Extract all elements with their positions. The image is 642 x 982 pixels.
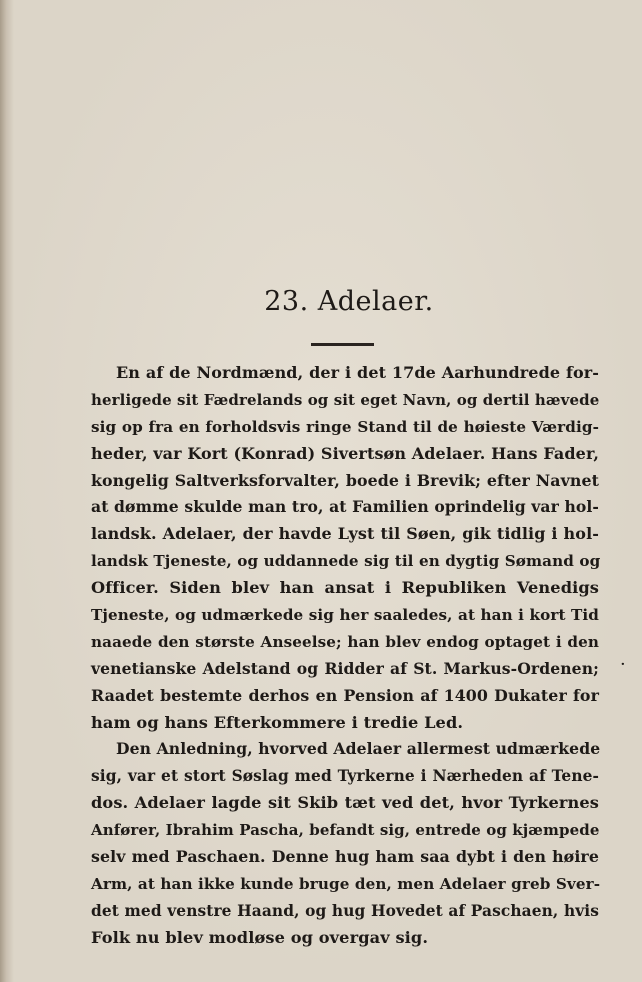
text-line: at dømme skulde man tro, at Familien oprindelig var hol- — [91, 497, 599, 517]
text-line: sig, var et stort Søslag med Tyrkerne i Nærheden af Tene- — [91, 767, 599, 786]
text-line: det med venstre Haand, og hug Hovedet af Paschaen, hvis — [91, 901, 599, 920]
text-line: landsk Tjeneste, og uddannede sig til en dygtig Sømand og — [91, 552, 601, 571]
chapter-title: 23. Adelaer. — [264, 286, 434, 317]
text-line: ham og hans Efterkommere i tredie Led. — [91, 712, 464, 732]
text-line: heder, var Kort (Konrad) Sivertsøn Adelaer. Hans Fader, — [91, 443, 599, 463]
text-line: Raadet bestemte derhos en Pension af 1400 Dukater for — [91, 685, 599, 705]
text-line: Arm, at han ikke kunde bruge den, men Adelaer greb Sver- — [91, 874, 601, 893]
text-line: kongelig Saltverksforvalter, boede i Brevik; efter Navnet — [91, 470, 599, 490]
stray-ink-mark: · — [620, 654, 626, 675]
body-text — [91, 360, 599, 952]
text-line: selv med Paschaen. Denne hug ham saa dybt i den høire — [91, 847, 599, 867]
text-line: herligede sit Fædrelands og sit eget Navn, og dertil hævede — [91, 390, 600, 409]
text-line: sig op fra en forholdsvis ringe Stand til de høieste Værdig- — [91, 417, 599, 436]
text-line: landsk. Adelaer, der havde Lyst til Søen, gik tidlig i hol- — [91, 524, 599, 544]
text-line: naaede den største Anseelse; han blev endog optaget i den — [91, 632, 599, 651]
page-spine-shadow — [0, 0, 14, 982]
text-line: dos. Adelaer lagde sit Skib tæt ved det, hvor Tyrkernes — [91, 793, 599, 813]
text-line: Folk nu blev modløse og overgav sig. — [91, 927, 429, 947]
text-line: venetianske Adelstand og Ridder af St. Markus-Ordenen; — [91, 658, 599, 678]
text-line: Anfører, Ibrahim Pascha, befandt sig, entrede og kjæmpede — [91, 821, 600, 840]
text-line: En af de Nordmænd, der i det 17de Aarhundrede for- — [116, 363, 599, 382]
title-rule — [311, 343, 374, 346]
text-line: Tjeneste, og udmærkede sig her saaledes, at han i kort Tid — [91, 606, 599, 625]
text-line: Officer. Siden blev han ansat i Republiken Venedigs — [91, 578, 599, 598]
text-line: Den Anledning, hvorved Adelaer allermest udmærkede — [116, 739, 601, 759]
